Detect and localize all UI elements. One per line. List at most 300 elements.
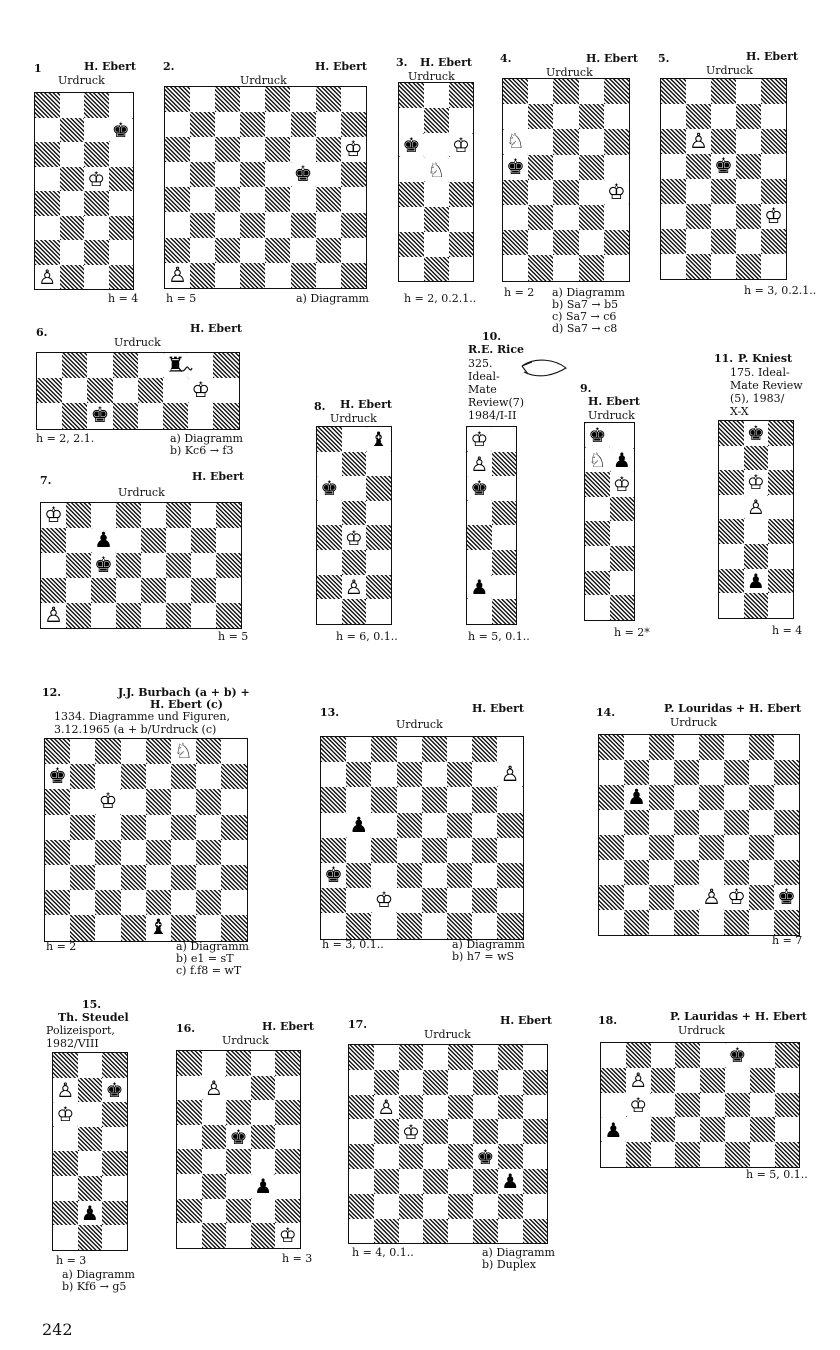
board-square	[165, 87, 190, 112]
board-square	[84, 191, 109, 216]
board-square	[171, 915, 196, 940]
stipulation: h = 4, 0.1..	[352, 1246, 414, 1259]
stipulation: h = 5	[166, 292, 197, 305]
problem-author: H. Ebert	[420, 56, 473, 69]
board-square	[321, 888, 346, 913]
board-square	[317, 525, 342, 550]
white-king-icon: ♔	[84, 167, 109, 192]
problem-source: Urdruck	[546, 66, 593, 79]
board-square	[275, 1051, 300, 1076]
board-square	[768, 519, 793, 544]
black-king-icon: ♚	[45, 764, 70, 789]
board-square	[599, 785, 624, 810]
board-square	[424, 257, 449, 282]
board-square	[321, 737, 346, 762]
board-square	[449, 182, 474, 207]
board-square	[141, 528, 166, 553]
board-square	[215, 238, 240, 263]
twin-condition: b) Duplex	[482, 1258, 537, 1271]
stipulation: h = 2	[504, 286, 535, 299]
chess-diagram	[398, 82, 474, 282]
chess-diagram	[164, 86, 367, 289]
chess-diagram	[660, 78, 787, 280]
board-square	[604, 230, 629, 255]
board-square	[651, 1117, 676, 1142]
chess-diagram	[348, 1044, 548, 1244]
board-square	[341, 112, 366, 137]
chess-diagram	[52, 1052, 128, 1251]
problem-author: P. Louridas + H. Ebert	[664, 702, 802, 715]
white-king-icon: ♔	[371, 888, 396, 913]
board-square	[473, 1219, 498, 1244]
board-square	[165, 187, 190, 212]
board-square	[626, 1043, 651, 1068]
white-king-icon: ♔	[626, 1093, 651, 1118]
board-square	[768, 470, 793, 495]
board-square	[121, 915, 146, 940]
board-square	[424, 108, 449, 133]
twin-condition: c) Sa7 → c6	[552, 310, 617, 323]
white-king-icon: ♔	[53, 1102, 78, 1127]
board-square	[146, 789, 171, 814]
board-square	[472, 888, 497, 913]
board-square	[60, 216, 85, 241]
board-square	[448, 1045, 473, 1070]
white-king-icon: ♔	[467, 427, 492, 452]
problem-number: 16.	[176, 1022, 196, 1035]
board-square	[724, 910, 749, 935]
board-square	[610, 546, 635, 571]
board-square	[649, 885, 674, 910]
board-square	[399, 1045, 424, 1070]
board-square	[109, 216, 134, 241]
board-square	[601, 1068, 626, 1093]
board-square	[78, 1127, 103, 1152]
board-square	[251, 1125, 276, 1150]
black-king-icon: ♚	[102, 1078, 127, 1103]
white-pawn-icon: ♙	[626, 1068, 651, 1093]
board-square	[498, 1194, 523, 1219]
white-pawn-icon: ♙	[467, 452, 492, 477]
white-pawn-icon: ♙	[202, 1076, 227, 1101]
problem-number: 1	[34, 62, 42, 75]
board-square	[53, 1151, 78, 1176]
board-square	[221, 764, 246, 789]
problem-author: H. Ebert	[586, 52, 639, 65]
board-square	[700, 1117, 725, 1142]
board-square	[553, 230, 578, 255]
problem-source: Urdruck	[240, 74, 287, 87]
board-square	[467, 525, 492, 550]
board-square	[275, 1100, 300, 1125]
problem-number: 5.	[658, 52, 670, 65]
chess-diagram	[176, 1050, 301, 1249]
board-square	[424, 207, 449, 232]
board-square	[749, 735, 774, 760]
problem-source: Urdruck	[424, 1028, 471, 1041]
board-square	[41, 578, 66, 603]
black-king-icon: ♚	[711, 154, 736, 179]
board-square	[736, 254, 761, 279]
board-square	[316, 187, 341, 212]
board-square	[661, 229, 686, 254]
board-square	[699, 835, 724, 860]
board-square	[121, 764, 146, 789]
chess-diagram	[44, 738, 248, 942]
board-square	[374, 1169, 399, 1194]
board-square	[166, 553, 191, 578]
white-king-icon: ♔	[610, 472, 635, 497]
board-square	[215, 187, 240, 212]
board-square	[399, 182, 424, 207]
board-square	[84, 142, 109, 167]
board-square	[473, 1119, 498, 1144]
board-square	[725, 1093, 750, 1118]
board-square	[585, 472, 610, 497]
board-square	[423, 1119, 448, 1144]
board-square	[661, 179, 686, 204]
board-square	[371, 787, 396, 812]
black-king-icon: ♚	[317, 476, 342, 501]
board-square	[774, 810, 799, 835]
black-king-icon: ♚	[91, 553, 116, 578]
board-square	[604, 129, 629, 154]
black-king-icon: ♚	[473, 1144, 498, 1169]
problem-author: H. Ebert	[340, 398, 393, 411]
board-square	[215, 137, 240, 162]
problem-source: Polizeisport,	[46, 1024, 115, 1037]
problem-number: 14.	[596, 706, 616, 719]
board-square	[744, 446, 769, 471]
twin-condition: a) Diagramm	[176, 940, 249, 953]
black-pawn-icon: ♟	[91, 528, 116, 553]
chess-diagram	[316, 426, 392, 625]
board-square	[585, 521, 610, 546]
stipulation: h = 2*	[614, 626, 650, 639]
board-square	[523, 1219, 548, 1244]
problem-author: R.E. Rice	[468, 343, 525, 356]
board-square	[749, 835, 774, 860]
black-king-icon: ♚	[744, 421, 769, 446]
problem-author: H. Ebert	[84, 60, 137, 73]
white-pawn-icon: ♙	[497, 762, 522, 787]
board-square	[216, 503, 241, 528]
white-king-icon: ♔	[604, 180, 629, 205]
black-rook-icon: ♜	[163, 353, 188, 378]
problem-source: X-X	[730, 405, 749, 418]
board-square	[492, 452, 517, 477]
board-square	[70, 815, 95, 840]
problem-source: 3.12.1965 (a + b/Urdruck (c)	[54, 723, 217, 736]
board-square	[649, 735, 674, 760]
white-king-icon: ♔	[275, 1223, 300, 1248]
problem-author: H. Ebert	[588, 395, 641, 408]
twin-condition: b) Sa7 → b5	[552, 298, 619, 311]
board-square	[397, 863, 422, 888]
chess-diagram	[502, 78, 630, 282]
problem-source: 1984/I-II	[468, 409, 517, 422]
board-square	[749, 785, 774, 810]
board-square	[95, 739, 120, 764]
problem-number: 12.	[42, 686, 62, 699]
stipulation: h = 6, 0.1..	[336, 630, 398, 643]
board-square	[774, 860, 799, 885]
board-square	[523, 1169, 548, 1194]
board-square	[321, 838, 346, 863]
board-square	[109, 265, 134, 290]
board-square	[492, 599, 517, 624]
board-square	[447, 762, 472, 787]
problem-source: Urdruck	[58, 74, 105, 87]
board-square	[265, 238, 290, 263]
board-square	[35, 142, 60, 167]
board-square	[146, 890, 171, 915]
white-king-icon: ♔	[761, 204, 786, 229]
board-square	[87, 378, 112, 403]
problem-author: J.J. Burbach (a + b) +	[118, 686, 250, 699]
board-square	[53, 1201, 78, 1226]
page-number: 242	[42, 1320, 73, 1339]
board-square	[121, 865, 146, 890]
white-knight-icon: ♘	[585, 448, 610, 473]
black-king-icon: ♚	[467, 476, 492, 501]
board-square	[102, 1053, 127, 1078]
black-king-icon: ♚	[321, 863, 346, 888]
white-pawn-icon: ♙	[686, 129, 711, 154]
board-square	[675, 1142, 700, 1167]
twin-condition: c) f.f8 = wT	[176, 964, 242, 977]
board-square	[342, 550, 367, 575]
board-square	[291, 263, 316, 288]
white-pawn-icon: ♙	[35, 265, 60, 290]
board-square	[317, 427, 342, 452]
board-square	[626, 1142, 651, 1167]
board-square	[503, 79, 528, 104]
board-square	[624, 760, 649, 785]
board-square	[146, 840, 171, 865]
problem-source: 325.	[468, 357, 493, 370]
board-square	[240, 112, 265, 137]
board-square	[579, 104, 604, 129]
board-square	[291, 213, 316, 238]
board-square	[498, 1095, 523, 1120]
problem-author: H. Ebert	[190, 322, 243, 335]
board-square	[399, 83, 424, 108]
board-square	[775, 1093, 800, 1118]
problem-source: Mate	[468, 383, 497, 396]
board-square	[78, 1176, 103, 1201]
board-square	[202, 1125, 227, 1150]
black-pawn-icon: ♟	[78, 1201, 103, 1226]
board-square	[448, 1194, 473, 1219]
board-square	[711, 179, 736, 204]
stipulation: h = 3	[56, 1254, 87, 1267]
board-square	[265, 187, 290, 212]
board-square	[291, 112, 316, 137]
board-square	[498, 1045, 523, 1070]
stipulation: h = 3	[282, 1252, 313, 1265]
black-pawn-icon: ♟	[610, 448, 635, 473]
board-square	[95, 840, 120, 865]
board-square	[265, 87, 290, 112]
board-square	[761, 179, 786, 204]
problem-number: 13.	[320, 706, 340, 719]
problem-source: Urdruck	[118, 486, 165, 499]
board-square	[95, 890, 120, 915]
white-pawn-icon: ♙	[53, 1078, 78, 1103]
board-square	[116, 503, 141, 528]
board-square	[447, 913, 472, 938]
board-square	[725, 1142, 750, 1167]
board-square	[35, 240, 60, 265]
problem-source: 1982/VIII	[46, 1037, 99, 1050]
board-square	[399, 1144, 424, 1169]
black-king-icon: ♚	[226, 1125, 251, 1150]
board-square	[674, 910, 699, 935]
board-square	[492, 501, 517, 526]
white-king-icon: ♔	[449, 133, 474, 158]
board-square	[675, 1093, 700, 1118]
board-square	[699, 785, 724, 810]
board-square	[109, 167, 134, 192]
twin-condition: b) h7 = wS	[452, 950, 515, 963]
board-square	[371, 838, 396, 863]
board-square	[341, 263, 366, 288]
black-pawn-icon: ♟	[467, 575, 492, 600]
board-square	[221, 815, 246, 840]
board-square	[686, 204, 711, 229]
board-square	[251, 1076, 276, 1101]
stipulation: h = 3, 0.2.1..	[744, 284, 817, 297]
board-square	[610, 497, 635, 522]
stipulation: h = 4	[108, 292, 139, 305]
board-square	[190, 263, 215, 288]
board-square	[349, 1045, 374, 1070]
problem-source: Mate Review	[730, 379, 803, 392]
board-square	[503, 180, 528, 205]
board-square	[70, 764, 95, 789]
board-square	[346, 762, 371, 787]
problem-number: 10.	[482, 330, 502, 343]
board-square	[399, 1194, 424, 1219]
board-square	[374, 1119, 399, 1144]
problem-source: Review(7)	[468, 396, 525, 409]
board-square	[141, 578, 166, 603]
board-square	[163, 403, 188, 428]
board-square	[553, 129, 578, 154]
white-king-icon: ♔	[744, 470, 769, 495]
problem-number: 18.	[598, 1014, 618, 1027]
board-square	[661, 79, 686, 104]
board-square	[191, 578, 216, 603]
board-square	[45, 840, 70, 865]
chess-diagram	[34, 92, 134, 290]
problem-source: (5), 1983/	[730, 392, 785, 405]
board-square	[674, 810, 699, 835]
white-knight-icon: ♘	[171, 739, 196, 764]
board-square	[750, 1117, 775, 1142]
board-square	[265, 137, 290, 162]
board-square	[768, 421, 793, 446]
board-square	[624, 860, 649, 885]
board-square	[523, 1119, 548, 1144]
problem-author-2: H. Ebert (c)	[150, 698, 223, 711]
black-king-icon: ♚	[109, 118, 134, 143]
board-square	[41, 528, 66, 553]
white-pawn-icon: ♙	[342, 575, 367, 600]
board-square	[349, 1194, 374, 1219]
problem-author: H. Ebert	[262, 1020, 315, 1033]
problem-author: H. Ebert	[192, 470, 245, 483]
stipulation: h = 5	[218, 630, 249, 643]
board-square	[196, 789, 221, 814]
board-square	[579, 155, 604, 180]
twin-condition: b) Kc6 → f3	[170, 444, 234, 457]
board-square	[321, 787, 346, 812]
problem-number: 15.	[82, 998, 102, 1011]
board-square	[624, 910, 649, 935]
board-square	[84, 240, 109, 265]
board-square	[349, 1095, 374, 1120]
board-square	[91, 578, 116, 603]
board-square	[66, 503, 91, 528]
board-square	[215, 87, 240, 112]
black-king-icon: ♚	[585, 423, 610, 448]
board-square	[116, 553, 141, 578]
stipulation: h = 2, 0.2.1..	[404, 292, 477, 305]
black-pawn-icon: ♟	[346, 813, 371, 838]
white-pawn-icon: ♙	[744, 495, 769, 520]
board-square	[472, 838, 497, 863]
white-pawn-icon: ♙	[699, 885, 724, 910]
board-square	[316, 137, 341, 162]
board-square	[70, 865, 95, 890]
white-king-icon: ♔	[342, 525, 367, 550]
board-square	[342, 501, 367, 526]
board-square	[191, 528, 216, 553]
board-square	[497, 813, 522, 838]
board-square	[177, 1051, 202, 1076]
board-square	[449, 232, 474, 257]
board-square	[422, 737, 447, 762]
board-square	[399, 1095, 424, 1120]
board-square	[719, 569, 744, 594]
board-square	[213, 403, 238, 428]
board-square	[761, 79, 786, 104]
white-king-icon: ♔	[399, 1119, 424, 1144]
board-square	[749, 885, 774, 910]
board-square	[447, 863, 472, 888]
board-square	[171, 764, 196, 789]
board-square	[317, 575, 342, 600]
chess-diagram	[466, 426, 517, 625]
chess-diagram	[598, 734, 800, 936]
problem-number: 8.	[314, 400, 326, 413]
stipulation: h = 2	[46, 940, 77, 953]
board-square	[472, 787, 497, 812]
board-square	[744, 544, 769, 569]
board-square	[177, 1149, 202, 1174]
problem-source: Urdruck	[408, 70, 455, 83]
board-square	[240, 263, 265, 288]
board-square	[422, 787, 447, 812]
board-square	[761, 229, 786, 254]
board-square	[349, 1144, 374, 1169]
board-square	[366, 525, 391, 550]
board-square	[66, 603, 91, 628]
board-square	[251, 1223, 276, 1248]
board-square	[45, 789, 70, 814]
